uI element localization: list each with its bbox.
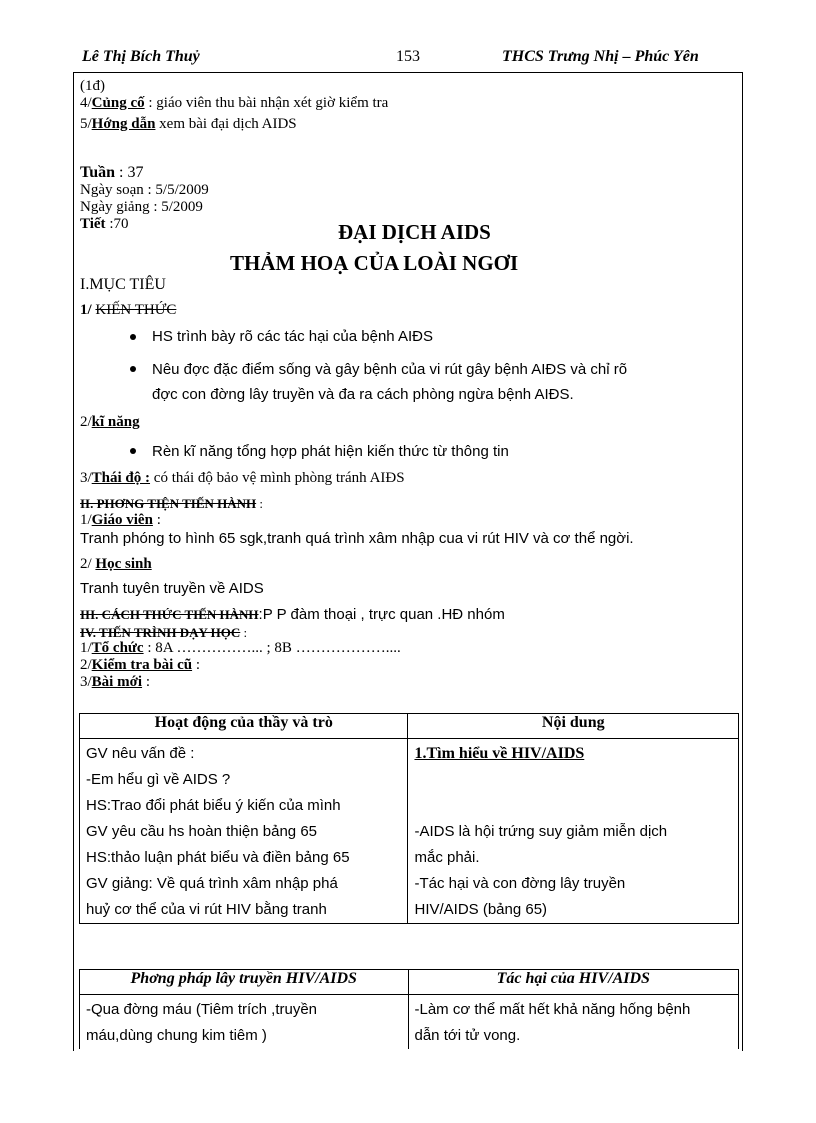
- transmission-line: -Qua đờng máu (Tiêm trích ,truyền: [86, 1001, 318, 1018]
- item-consolidation: [80, 95, 388, 111]
- period-line: [80, 216, 128, 232]
- org-num: 1/: [80, 640, 92, 656]
- check-line: [80, 657, 200, 673]
- bullet-icon: [130, 334, 136, 340]
- new-label: Bài mới: [91, 674, 143, 690]
- table-header-row: [80, 970, 739, 995]
- objectives-heading: I.MỤC TIÊU: [80, 276, 166, 293]
- bullet-icon: [130, 366, 136, 372]
- lesson-title-line2: THẢM HOẠ CỦA LOÀI NGƠI: [230, 251, 519, 275]
- check-num: 2/: [80, 657, 92, 673]
- attitude-num: 3/: [80, 470, 92, 486]
- activities-table: [79, 713, 739, 924]
- activity-line: HS:thảo luận phát biểu và điền bảng 65: [86, 849, 350, 866]
- methods-line: [80, 606, 505, 624]
- student-text: Tranh tuyên truyền về AIDS: [80, 580, 264, 597]
- table-row: [80, 995, 739, 1050]
- new-lesson-line: [80, 674, 150, 690]
- teach-date: Ngày giảng : 5/2009: [80, 199, 203, 215]
- content-heading: 1.Tìm hiểu về HIV/AIDS: [414, 745, 585, 762]
- content-line: HIV/AIDS (bảng 65): [414, 901, 548, 918]
- attitude-label: Thái độ :: [91, 470, 151, 486]
- item-guidance: [80, 116, 297, 132]
- page-number: 153: [396, 48, 420, 65]
- transmission-cell: [80, 995, 409, 1050]
- knowledge-bullet-1: HS trình bày rõ các tác hại của bệnh AIĐS: [152, 328, 433, 345]
- content-line: [414, 767, 732, 793]
- harm-line: -Làm cơ thể mất hết khả năng hống bệnh: [414, 1001, 691, 1018]
- means-heading-colon: :: [259, 496, 264, 511]
- activity-line: GV yêu cầu hs hoàn thiện bảng 65: [86, 823, 318, 840]
- new-text: :: [145, 674, 150, 690]
- teacher-colon: :: [156, 512, 161, 528]
- methods-text: :P P đàm thoại , trực quan .HĐ nhóm: [258, 606, 505, 623]
- skills-label: kĩ năng: [91, 414, 140, 430]
- check-label: Kiểm tra bài cũ: [91, 657, 193, 673]
- week-line: [80, 164, 143, 182]
- activity-line: GV giảng: Về quá trình xâm nhập phá: [86, 875, 338, 892]
- process-heading-text: IV. TIẾN TRÌNH DẠY HỌC: [80, 625, 241, 640]
- skills-heading: [80, 414, 140, 430]
- header-school: THCS Trưng Nhị – Phúc Yên: [502, 48, 699, 65]
- harm-line: dẫn tới tử vong.: [414, 1027, 521, 1044]
- content-line: mắc phải.: [414, 849, 480, 866]
- transmission-table: [79, 969, 739, 1049]
- org-label: Tổ chức: [91, 640, 144, 656]
- process-heading: [80, 625, 247, 641]
- lesson-title-line1: ĐẠI DỊCH AIDS: [338, 220, 491, 244]
- activity-line: -Em hểu gì về AIDS ?: [86, 771, 231, 788]
- teacher-text: Tranh phóng to hình 65 sgk,tranh quá trình xâm nhập cua vi rút HIV và cơ thể ngời.: [80, 530, 634, 547]
- harm-cell: [408, 995, 739, 1050]
- student-label: Học sinh: [95, 556, 152, 572]
- teacher-label: Giáo viên: [91, 512, 153, 528]
- means-heading: [80, 496, 263, 512]
- activities-cell: [80, 739, 408, 924]
- check-text: :: [195, 657, 200, 673]
- attitude-line: [80, 470, 405, 486]
- org-line: [80, 640, 401, 656]
- knowledge-num: 1/: [80, 302, 92, 318]
- new-num: 3/: [80, 674, 92, 690]
- skills-bullet-1: Rèn kĩ năng tổng hợp phát hiện kiến thức từ thông tin: [152, 443, 509, 460]
- table-header: Tác hại của HIV/AIDS: [408, 970, 739, 995]
- content-line: -AIDS là hội trứng suy giảm miễn dịch: [414, 823, 668, 840]
- attitude-text: có thái độ bảo vệ mình phòng tránh AIĐS: [153, 470, 405, 486]
- table-header: Hoạt động của thầy và trò: [80, 714, 408, 739]
- table-header: Phơng pháp lây truyền HIV/AIDS: [80, 970, 409, 995]
- item4-text: : giáo viên thu bài nhận xét giờ kiểm tra: [148, 95, 389, 111]
- item5-text: xem bài đại dịch AIDS: [159, 116, 297, 132]
- knowledge-bullet-2b: đợc con đờng lây truyền và đa ra cách phòng ngừa bệnh AIĐS.: [152, 386, 574, 403]
- period-value: :70: [109, 216, 129, 232]
- knowledge-bullet-2a: Nêu đợc đặc điểm sống và gây bệnh của vi rút gây bệnh AIĐS và chỉ rõ: [152, 361, 628, 378]
- header-author: Lê Thị Bích Thuỷ: [82, 48, 200, 65]
- transmission-line: máu,dùng chung kim tiêm ): [86, 1027, 267, 1044]
- item4-label: Củng cố: [91, 95, 145, 111]
- methods-heading: III. CÁCH THỨC TIẾN HÀNH: [80, 607, 259, 622]
- table-header: Nội dung: [408, 714, 739, 739]
- activity-line: huỷ cơ thể của vi rút HIV bằng tranh: [86, 901, 327, 918]
- item5-num: 5/: [80, 116, 92, 132]
- item4-num: 4/: [80, 95, 92, 111]
- student-num: 2/: [80, 556, 92, 572]
- knowledge-heading: [80, 302, 176, 318]
- period-label: Tiết: [80, 216, 106, 232]
- week-value: : 37: [119, 164, 144, 181]
- knowledge-label: KIẾN THỨC: [95, 302, 177, 318]
- content-line: -Tác hại và con đờng lây truyền: [414, 875, 626, 892]
- item5-label: Hớng dẫn: [91, 116, 156, 132]
- activity-line: GV nêu vấn đề :: [86, 745, 195, 762]
- org-text: : 8A ……………... ; 8B ………………....: [147, 640, 401, 656]
- prep-date: Ngày soạn : 5/5/2009: [80, 182, 209, 198]
- content-cell: [408, 739, 739, 924]
- bullet-icon: [130, 448, 136, 454]
- table-header-row: [80, 714, 739, 739]
- week-label: Tuần: [80, 164, 115, 181]
- teacher-line: [80, 512, 161, 528]
- score-note: (1đ): [80, 78, 105, 94]
- process-heading-colon: :: [243, 625, 248, 640]
- content-line: [414, 793, 732, 819]
- means-heading-text: II. PHƠNG TIỆN TIẾN HÀNH: [80, 496, 257, 511]
- table-row: [80, 739, 739, 924]
- skills-num: 2/: [80, 414, 92, 430]
- teacher-num: 1/: [80, 512, 92, 528]
- activity-line: HS:Trao đổi phát biểu ý kiến của mình: [86, 797, 341, 814]
- student-line: [80, 556, 152, 572]
